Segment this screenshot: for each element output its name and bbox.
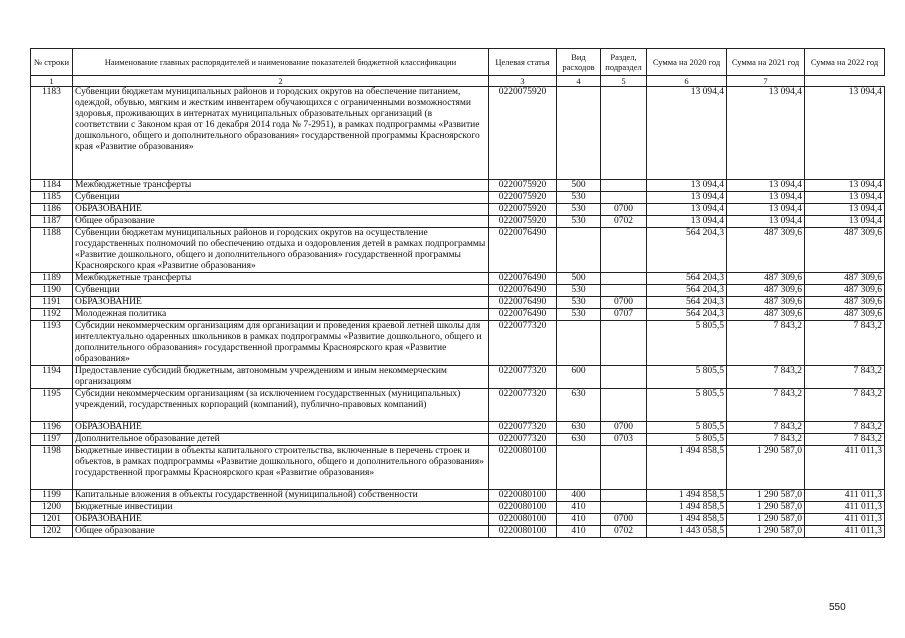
row-section: [601, 273, 647, 285]
row-sum-2021: 7 843,2: [727, 389, 805, 422]
row-sum-2020: 5 805,5: [647, 366, 727, 389]
table-row: [31, 309, 885, 321]
row-section: [601, 366, 647, 389]
table-row: [31, 389, 885, 422]
row-sum-2020: 564 204,3: [647, 228, 727, 273]
table-row: [31, 422, 885, 434]
table-row: [31, 87, 885, 180]
row-name: Субвенции бюджетам муниципальных районов и городских округов на обеспечение питанием, одеждой, обувью, мягким и жестким инвентарем обучающихся с ограниченными возможностями здоровья, проживающих в интернатах муниципальных образовательных организаций (в соответствии с Законом края от 16 декабря 2014 года № 7-2951), в рамках подпрограммы «Развитие дошкольного, общего и дополнительного образования» государственной программы Красноярского края «Развитие образования»: [73, 87, 489, 180]
row-section: [601, 87, 647, 180]
row-name: Бюджетные инвестиции в объекты капитального строительства, включенные в перечень строек и объектов, в рамках подпрограммы «Развитие дошкольного, общего и дополнительного образования» государственной программы Красноярского края «Развитие образования»: [73, 446, 489, 490]
row-number: 1186: [31, 204, 73, 216]
row-name: Предоставление субсидий бюджетным, автономным учреждениям и иным некоммерческим организациям: [73, 366, 489, 389]
row-expense-type: 600: [557, 366, 601, 389]
row-target-article: 0220077320: [489, 366, 557, 389]
table-row: [31, 526, 885, 538]
row-section: [601, 321, 647, 366]
column-number: 6: [647, 76, 727, 87]
row-sum-2020: 564 204,3: [647, 309, 727, 321]
row-expense-type: 500: [557, 180, 601, 192]
table-row: [31, 446, 885, 490]
row-name: Субсидии некоммерческим организациям (за исключением государственных (муниципальных) учреждений, государственных корпораций (компаний), публично-правовых компаний): [73, 389, 489, 422]
row-target-article: 0220075920: [489, 204, 557, 216]
row-sum-2022: 411 011,3: [805, 490, 885, 502]
row-name: ОБРАЗОВАНИЕ: [73, 514, 489, 526]
row-sum-2021: 487 309,6: [727, 285, 805, 297]
row-sum-2021: 487 309,6: [727, 228, 805, 273]
row-sum-2022: 7 843,2: [805, 321, 885, 366]
row-sum-2022: 411 011,3: [805, 446, 885, 490]
row-sum-2020: 564 204,3: [647, 285, 727, 297]
row-target-article: 0220075920: [489, 216, 557, 228]
row-expense-type: 400: [557, 490, 601, 502]
row-number: 1193: [31, 321, 73, 366]
row-sum-2022: 7 843,2: [805, 389, 885, 422]
row-number: 1194: [31, 366, 73, 389]
row-expense-type: 530: [557, 309, 601, 321]
row-expense-type: 500: [557, 273, 601, 285]
row-sum-2020: 564 204,3: [647, 273, 727, 285]
row-sum-2020: 1 494 858,5: [647, 446, 727, 490]
row-target-article: 0220080100: [489, 514, 557, 526]
row-sum-2021: 487 309,6: [727, 309, 805, 321]
row-expense-type: [557, 228, 601, 273]
row-section: [601, 228, 647, 273]
row-section: [601, 192, 647, 204]
row-expense-type: 530: [557, 285, 601, 297]
page-number: 550: [829, 602, 846, 613]
header-section: Раздел, подраздел: [601, 49, 647, 76]
row-sum-2021: 1 290 587,0: [727, 446, 805, 490]
row-sum-2021: 7 843,2: [727, 434, 805, 446]
row-expense-type: 530: [557, 297, 601, 309]
row-number: 1191: [31, 297, 73, 309]
row-name: Общее образование: [73, 216, 489, 228]
row-name: Бюджетные инвестиции: [73, 502, 489, 514]
row-name: Дополнительное образование детей: [73, 434, 489, 446]
column-number: 1: [31, 76, 73, 87]
row-number: 1199: [31, 490, 73, 502]
row-sum-2020: 1 443 058,5: [647, 526, 727, 538]
row-section: [601, 389, 647, 422]
header-row: [31, 49, 885, 76]
row-sum-2020: 13 094,4: [647, 192, 727, 204]
row-sum-2021: 7 843,2: [727, 366, 805, 389]
table-row: [31, 502, 885, 514]
row-target-article: 0220076490: [489, 228, 557, 273]
row-name: ОБРАЗОВАНИЕ: [73, 204, 489, 216]
table-body: [31, 87, 885, 538]
row-sum-2020: 5 805,5: [647, 389, 727, 422]
header-name: Наименование главных распорядителей и наименование показателей бюджетной классификации: [73, 49, 489, 76]
row-sum-2020: 1 494 858,5: [647, 502, 727, 514]
row-sum-2021: 1 290 587,0: [727, 502, 805, 514]
column-number: 2: [73, 76, 489, 87]
budget-table: [30, 48, 885, 538]
row-name: Субвенции: [73, 192, 489, 204]
row-target-article: 0220075920: [489, 180, 557, 192]
row-expense-type: 530: [557, 204, 601, 216]
column-number: 4: [557, 76, 601, 87]
row-name: Молодежная политика: [73, 309, 489, 321]
row-sum-2021: 1 290 587,0: [727, 490, 805, 502]
row-section: 0702: [601, 216, 647, 228]
header-exp: Вид расходов: [557, 49, 601, 76]
row-sum-2022: 411 011,3: [805, 526, 885, 538]
row-expense-type: 530: [557, 192, 601, 204]
row-number: 1189: [31, 273, 73, 285]
row-number: 1184: [31, 180, 73, 192]
row-sum-2021: 487 309,6: [727, 297, 805, 309]
table-row: [31, 297, 885, 309]
row-target-article: 0220076490: [489, 297, 557, 309]
row-expense-type: 530: [557, 216, 601, 228]
row-number: 1202: [31, 526, 73, 538]
table-row: [31, 490, 885, 502]
column-number: 5: [601, 76, 647, 87]
table-row: [31, 192, 885, 204]
row-name: Общее образование: [73, 526, 489, 538]
row-section: 0700: [601, 204, 647, 216]
row-name: Субвенции бюджетам муниципальных районов и городских округов на осуществление государственных полномочий по обеспечению отдыха и оздоровления детей в рамках подпрограммы «Развитие дошкольного, общего и дополнительного образования» государственной программы Красноярского края «Развитие образования»: [73, 228, 489, 273]
row-section: [601, 285, 647, 297]
row-sum-2022: 13 094,4: [805, 192, 885, 204]
column-number: 7: [727, 76, 805, 87]
row-sum-2020: 5 805,5: [647, 321, 727, 366]
row-expense-type: 410: [557, 502, 601, 514]
row-section: [601, 502, 647, 514]
row-name: ОБРАЗОВАНИЕ: [73, 297, 489, 309]
row-sum-2021: 1 290 587,0: [727, 514, 805, 526]
row-number: 1183: [31, 87, 73, 180]
row-sum-2022: 487 309,6: [805, 273, 885, 285]
row-name: ОБРАЗОВАНИЕ: [73, 422, 489, 434]
row-target-article: 0220080100: [489, 490, 557, 502]
table-row: [31, 180, 885, 192]
row-name: Субвенции: [73, 285, 489, 297]
table-row: [31, 273, 885, 285]
table-row: [31, 216, 885, 228]
row-sum-2022: 13 094,4: [805, 204, 885, 216]
table-row: [31, 434, 885, 446]
row-expense-type: 410: [557, 514, 601, 526]
row-sum-2021: 487 309,6: [727, 273, 805, 285]
row-name: Межбюджетные трансферты: [73, 180, 489, 192]
row-target-article: 0220077320: [489, 434, 557, 446]
row-target-article: 0220075920: [489, 87, 557, 180]
row-name: Капитальные вложения в объекты государственной (муниципальной) собственности: [73, 490, 489, 502]
table-row: [31, 285, 885, 297]
header-2022: Сумма на 2022 год: [805, 49, 885, 76]
table-row: [31, 514, 885, 526]
row-sum-2022: 487 309,6: [805, 297, 885, 309]
row-sum-2022: 13 094,4: [805, 180, 885, 192]
header-target: Целевая статья: [489, 49, 557, 76]
row-sum-2021: 7 843,2: [727, 321, 805, 366]
row-target-article: 0220077320: [489, 389, 557, 422]
row-number: 1197: [31, 434, 73, 446]
row-sum-2022: 7 843,2: [805, 366, 885, 389]
row-expense-type: [557, 87, 601, 180]
table-row: [31, 321, 885, 366]
row-sum-2022: 487 309,6: [805, 285, 885, 297]
row-expense-type: 410: [557, 526, 601, 538]
row-sum-2020: 13 094,4: [647, 180, 727, 192]
row-sum-2020: 1 494 858,5: [647, 514, 727, 526]
row-section: [601, 180, 647, 192]
row-sum-2020: 13 094,4: [647, 216, 727, 228]
row-target-article: 0220080100: [489, 502, 557, 514]
row-sum-2021: 13 094,4: [727, 192, 805, 204]
row-section: 0707: [601, 309, 647, 321]
row-target-article: 0220076490: [489, 285, 557, 297]
row-expense-type: [557, 321, 601, 366]
row-target-article: 0220077320: [489, 321, 557, 366]
row-number: 1198: [31, 446, 73, 490]
row-number: 1188: [31, 228, 73, 273]
row-sum-2021: 13 094,4: [727, 204, 805, 216]
row-number: 1196: [31, 422, 73, 434]
row-expense-type: 630: [557, 434, 601, 446]
table-row: [31, 204, 885, 216]
row-sum-2022: 7 843,2: [805, 422, 885, 434]
budget-document: [30, 48, 885, 538]
row-sum-2020: 13 094,4: [647, 204, 727, 216]
header-rowno: № строки: [31, 49, 73, 76]
row-section: 0703: [601, 434, 647, 446]
column-number: 3: [489, 76, 557, 87]
row-section: 0700: [601, 422, 647, 434]
row-target-article: 0220075920: [489, 192, 557, 204]
table-row: [31, 228, 885, 273]
row-section: [601, 490, 647, 502]
row-expense-type: [557, 446, 601, 490]
row-sum-2020: 5 805,5: [647, 434, 727, 446]
row-sum-2022: 7 843,2: [805, 434, 885, 446]
table-row: [31, 366, 885, 389]
header-2020: Сумма на 2020 год: [647, 49, 727, 76]
header-2021: Сумма на 2021 год: [727, 49, 805, 76]
row-sum-2022: 411 011,3: [805, 502, 885, 514]
row-sum-2022: 487 309,6: [805, 309, 885, 321]
row-name: Межбюджетные трансферты: [73, 273, 489, 285]
row-number: 1185: [31, 192, 73, 204]
row-sum-2021: 13 094,4: [727, 216, 805, 228]
row-target-article: 0220080100: [489, 526, 557, 538]
row-number: 1187: [31, 216, 73, 228]
row-sum-2021: 13 094,4: [727, 87, 805, 180]
row-number: 1192: [31, 309, 73, 321]
row-sum-2020: 5 805,5: [647, 422, 727, 434]
row-section: [601, 446, 647, 490]
row-target-article: 0220076490: [489, 309, 557, 321]
row-expense-type: 630: [557, 389, 601, 422]
row-sum-2021: 13 094,4: [727, 180, 805, 192]
row-expense-type: 630: [557, 422, 601, 434]
row-number: 1200: [31, 502, 73, 514]
row-section: 0700: [601, 297, 647, 309]
row-number: 1195: [31, 389, 73, 422]
row-section: 0702: [601, 526, 647, 538]
row-sum-2021: 7 843,2: [727, 422, 805, 434]
row-section: 0700: [601, 514, 647, 526]
row-sum-2022: 13 094,4: [805, 216, 885, 228]
row-target-article: 0220077320: [489, 422, 557, 434]
row-target-article: 0220076490: [489, 273, 557, 285]
row-sum-2022: 487 309,6: [805, 228, 885, 273]
row-sum-2022: 411 011,3: [805, 514, 885, 526]
row-name: Субсидии некоммерческим организациям для организации и проведения краевой летней школы для интеллектуально одаренных школьников в рамках подпрограммы «Развитие дошкольного, общего и дополнительного образования» государственной программы Красноярского края «Развитие образования»: [73, 321, 489, 366]
column-number-row: [31, 76, 885, 87]
row-number: 1201: [31, 514, 73, 526]
row-sum-2020: 564 204,3: [647, 297, 727, 309]
row-sum-2021: 1 290 587,0: [727, 526, 805, 538]
row-number: 1190: [31, 285, 73, 297]
row-sum-2020: 1 494 858,5: [647, 490, 727, 502]
row-sum-2020: 13 094,4: [647, 87, 727, 180]
row-sum-2022: 13 094,4: [805, 87, 885, 180]
row-target-article: 0220080100: [489, 446, 557, 490]
